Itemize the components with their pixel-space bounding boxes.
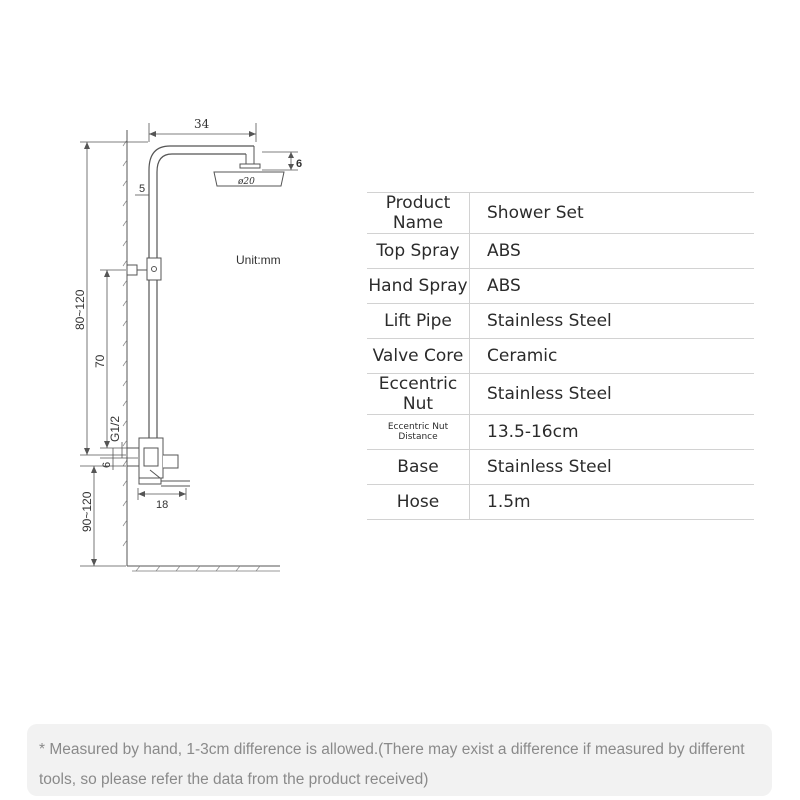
dim-head-height: 6 bbox=[296, 158, 303, 170]
spec-value: 13.5-16cm bbox=[470, 415, 755, 450]
spec-label: Eccentric Nut bbox=[367, 374, 470, 415]
table-row bbox=[367, 374, 754, 415]
table-row bbox=[367, 304, 754, 339]
table-row bbox=[367, 415, 754, 450]
spec-value: 1.5m bbox=[470, 485, 755, 520]
dim-wall-offset: 5 bbox=[139, 183, 146, 195]
table-row bbox=[367, 339, 754, 374]
table-row bbox=[367, 450, 754, 485]
spec-label: Eccentric Nut Distance bbox=[367, 415, 470, 450]
measurement-note: * Measured by hand, 1-3cm difference is allowed.(There may exist a difference if measured by different tools, so please refer the data from the product received) bbox=[27, 724, 772, 796]
spec-value: Stainless Steel bbox=[470, 374, 755, 415]
spec-label: Hand Spray bbox=[367, 269, 470, 304]
spec-value: ABS bbox=[470, 269, 755, 304]
spec-value: Shower Set bbox=[470, 193, 755, 234]
table-row bbox=[367, 234, 754, 269]
spec-label: Product Name bbox=[367, 193, 470, 234]
dim-valve-height: 6 bbox=[101, 461, 113, 468]
spec-value: ABS bbox=[470, 234, 755, 269]
table-row bbox=[367, 193, 754, 234]
spec-label: Top Spray bbox=[367, 234, 470, 269]
dim-total-height: 80~120 bbox=[73, 289, 87, 330]
dim-floor-height: 90~120 bbox=[80, 491, 94, 532]
spec-value: Stainless Steel bbox=[470, 304, 755, 339]
table-row bbox=[367, 485, 754, 520]
spec-value: Ceramic bbox=[470, 339, 755, 374]
spec-value: Stainless Steel bbox=[470, 450, 755, 485]
spec-table bbox=[367, 192, 754, 520]
spec-label: Valve Core bbox=[367, 339, 470, 374]
dim-top-width: 34 bbox=[194, 117, 210, 131]
unit-label: Unit:mm bbox=[236, 253, 281, 267]
spec-label: Hose bbox=[367, 485, 470, 520]
spec-label: Lift Pipe bbox=[367, 304, 470, 339]
table-row bbox=[367, 269, 754, 304]
dim-head-diameter: ø20 bbox=[238, 177, 255, 187]
spec-label: Base bbox=[367, 450, 470, 485]
dim-valve-depth: 18 bbox=[156, 499, 169, 511]
dim-thread: G1/2 bbox=[108, 415, 122, 442]
dim-pipe-length: 70 bbox=[93, 354, 107, 368]
